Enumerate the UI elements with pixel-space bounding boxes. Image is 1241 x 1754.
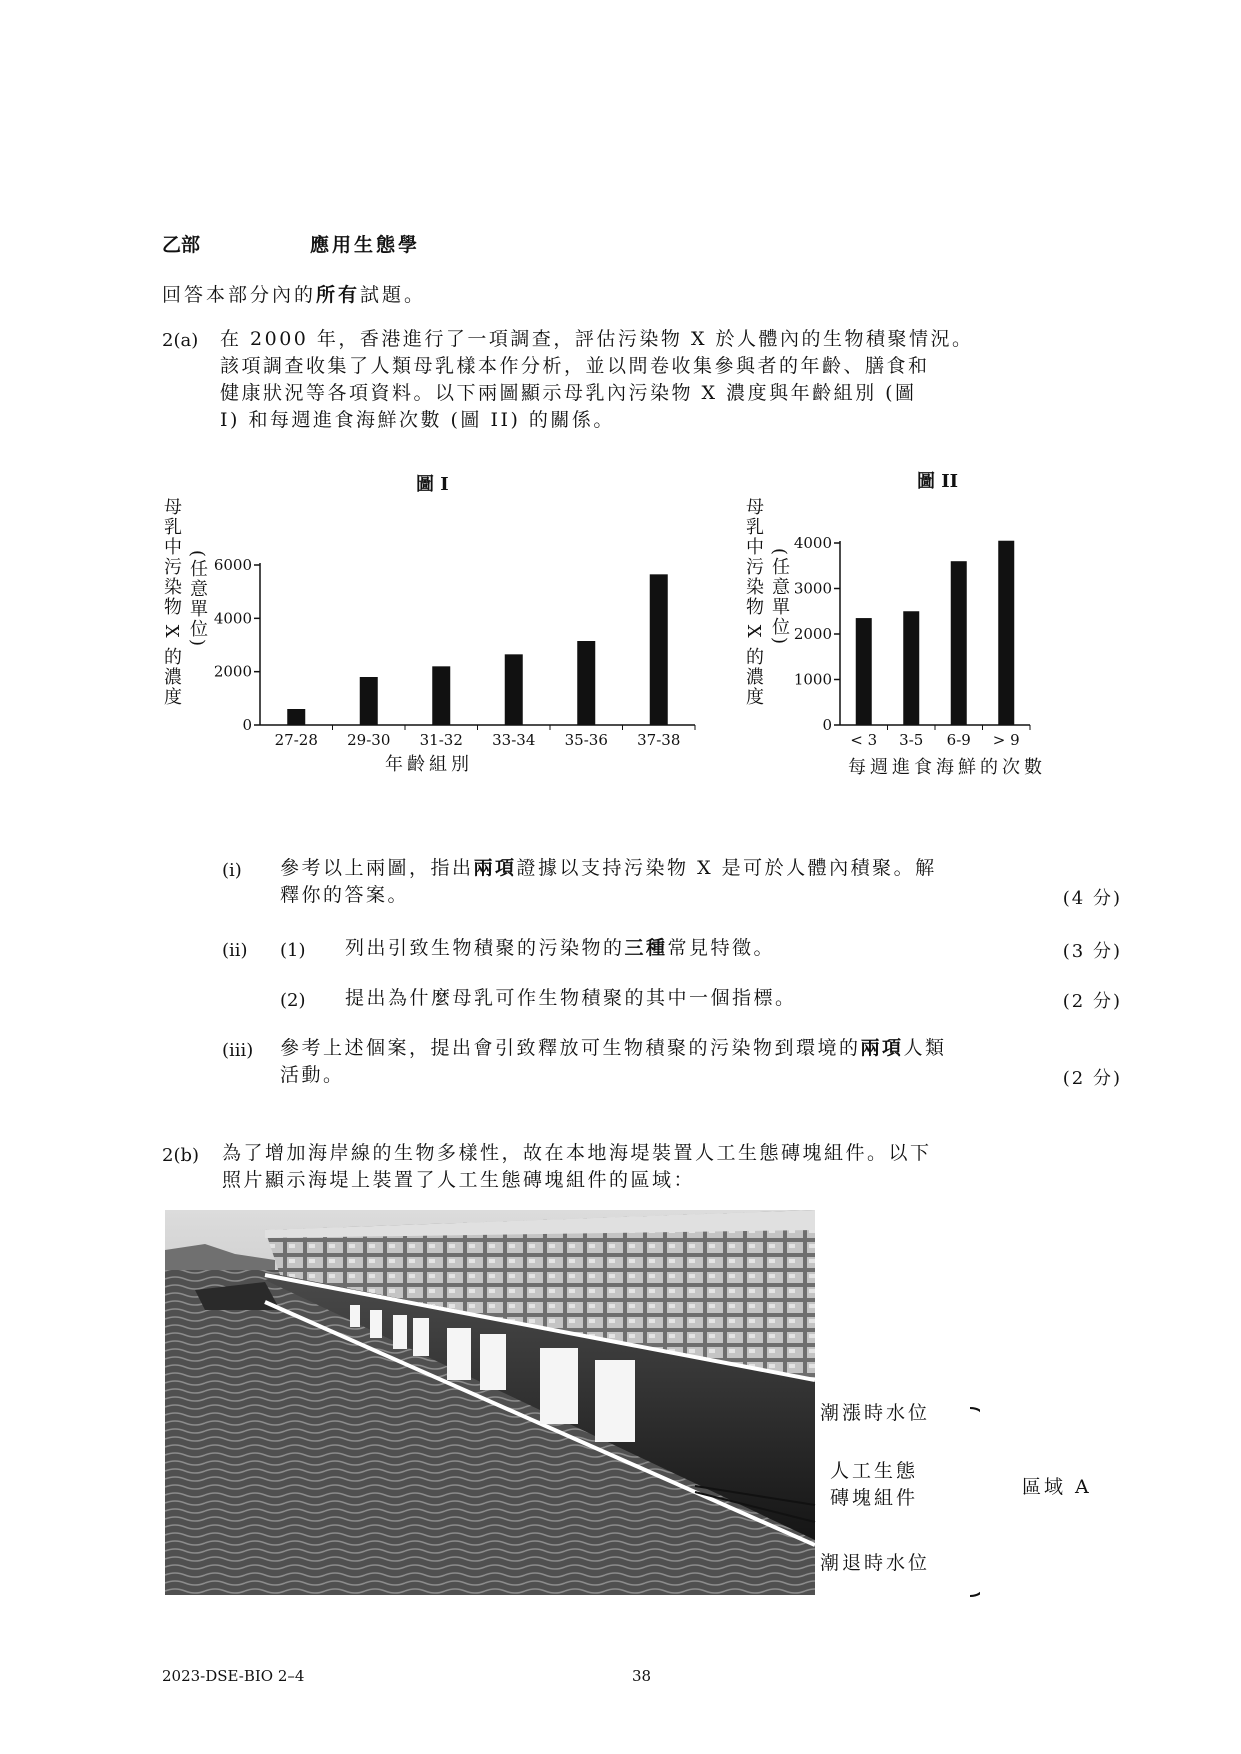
instruction-post: 試題。 bbox=[360, 284, 427, 306]
figure-2-chart bbox=[775, 525, 1105, 750]
y-tick-label: 0 bbox=[822, 716, 832, 734]
x-tick-label: 3-5 bbox=[899, 731, 924, 749]
high-tide-label: 潮漲時水位 bbox=[820, 1402, 931, 1424]
zone-a-label: 區域 A bbox=[1022, 1476, 1092, 1498]
y-tick-label: 3000 bbox=[793, 579, 832, 598]
x-tick-label: 6-9 bbox=[946, 731, 971, 749]
x-tick-label: > 9 bbox=[992, 731, 1020, 749]
subq-i-bold: 兩項 bbox=[473, 857, 517, 879]
q2a-line: 該項調查收集了人類母乳樣本作分析，並以問卷收集參與者的年齡、膳食和 bbox=[220, 355, 930, 377]
subq-iii-pre: 參考上述個案，提出會引致釋放可生物積聚的污染物到環境的 bbox=[280, 1037, 861, 1059]
bar bbox=[998, 541, 1014, 725]
x-tick-label: 37-38 bbox=[637, 731, 681, 749]
y-tick-label: 6000 bbox=[213, 556, 252, 574]
subq-i-pre: 參考以上兩圖，指出 bbox=[280, 857, 474, 879]
subq-i-text bbox=[280, 855, 1120, 909]
footer-page: 38 bbox=[632, 1667, 652, 1685]
y-tick-label: 4000 bbox=[793, 534, 832, 552]
bar bbox=[650, 574, 668, 725]
figure-1-title: 圖 I bbox=[416, 474, 449, 495]
y-tick-label: 4000 bbox=[213, 609, 252, 628]
x-tick-label: 35-36 bbox=[564, 731, 608, 749]
subq-ii-2-text: 提出為什麼母乳可作生物積聚的其中一個指標。 bbox=[345, 987, 797, 1009]
x-tick-label: < 3 bbox=[850, 731, 878, 749]
section-letter: 乙部 bbox=[162, 234, 201, 256]
tiles-label-line2: 磚塊組件 bbox=[830, 1487, 919, 1509]
subq-ii-1-marks: (3 分) bbox=[1062, 941, 1122, 962]
figure-2-ylabel-line1: 母乳中污染物 X 的濃度 bbox=[743, 497, 764, 708]
subq-ii-1-bold: 三種 bbox=[624, 937, 668, 959]
question-2b-text bbox=[222, 1140, 1122, 1194]
subq-ii-2-number: (2) bbox=[280, 990, 306, 1011]
subq-ii-1-pre: 列出引致生物積聚的污染物的 bbox=[345, 937, 625, 959]
instruction-pre: 回答本部分內的 bbox=[162, 284, 317, 306]
q2b-line: 照片顯示海堤上裝置了人工生態磚塊組件的區域： bbox=[222, 1169, 696, 1191]
low-tide-label: 潮退時水位 bbox=[820, 1552, 931, 1574]
subq-ii-1-post: 常見特徵。 bbox=[667, 937, 776, 959]
instruction-bold: 所有 bbox=[316, 284, 361, 306]
subq-i-number: (i) bbox=[222, 860, 242, 881]
question-number-2b: 2(b) bbox=[162, 1145, 200, 1166]
bar bbox=[505, 654, 523, 725]
y-tick-label: 2000 bbox=[213, 662, 252, 681]
subq-iii-text bbox=[280, 1035, 1125, 1089]
figure-1-xlabel: 年齡組別 bbox=[385, 754, 473, 775]
q2a-line: I) 和每週進食海鮮次數 (圖 II) 的關係。 bbox=[220, 409, 615, 431]
subq-ii-1-text bbox=[345, 935, 995, 962]
tiles-label-line1: 人工生態 bbox=[830, 1460, 919, 1482]
y-tick-label: 1000 bbox=[793, 670, 832, 689]
subq-iii-number: (iii) bbox=[222, 1040, 254, 1061]
subq-iii-post: 人類 bbox=[903, 1037, 947, 1059]
bar bbox=[856, 618, 872, 725]
question-2a-text bbox=[220, 326, 1120, 434]
x-tick-label: 33-34 bbox=[492, 731, 536, 749]
bar bbox=[951, 561, 967, 725]
subq-iii-line1 bbox=[280, 1035, 1125, 1062]
tiles-label bbox=[830, 1458, 918, 1512]
subq-iii-line2: 活動。 bbox=[280, 1064, 345, 1086]
subq-iii-marks: (2 分) bbox=[1062, 1068, 1122, 1089]
question-number-2a: 2(a) bbox=[162, 330, 199, 351]
bar bbox=[360, 677, 378, 725]
x-tick-label: 31-32 bbox=[419, 731, 463, 749]
bar bbox=[577, 641, 595, 725]
q2a-line: 健康狀況等各項資料。以下兩圖顯示母乳內污染物 X 濃度與年齡組別 (圖 bbox=[220, 382, 917, 404]
x-tick-label: 29-30 bbox=[347, 731, 391, 749]
figure-2-xlabel: 每週進食海鮮的次數 bbox=[848, 757, 1046, 778]
subq-ii-number: (ii) bbox=[222, 940, 248, 961]
subq-i-marks: (4 分) bbox=[1062, 888, 1122, 909]
subq-i-post: 證據以支持污染物 X 是可於人體內積聚。解 bbox=[516, 857, 937, 879]
q2b-line: 為了增加海岸線的生物多樣性，故在本地海堤裝置人工生態磚塊組件。以下 bbox=[222, 1142, 932, 1164]
figure-1-ylabel-line2: (任意單位) bbox=[187, 550, 208, 649]
q2a-line: 在 2000 年，香港進行了一項調查，評估污染物 X 於人體內的生物積聚情況。 bbox=[220, 328, 974, 350]
subq-ii-1-number: (1) bbox=[280, 940, 306, 961]
subq-ii-2-marks: (2 分) bbox=[1062, 991, 1122, 1012]
y-tick-label: 0 bbox=[242, 716, 252, 734]
subq-i-line1 bbox=[280, 855, 1120, 882]
figure-2-ylabel-line2: (任意單位) bbox=[769, 548, 790, 647]
instruction bbox=[162, 280, 426, 307]
section-title: 應用生態學 bbox=[310, 234, 421, 256]
x-tick-label: 27-28 bbox=[274, 731, 318, 749]
bar bbox=[903, 611, 919, 725]
footer-code: 2023-DSE-BIO 2–4 bbox=[162, 1667, 305, 1685]
subq-iii-bold: 兩項 bbox=[860, 1037, 904, 1059]
figure-1-ylabel-line1: 母乳中污染物 X 的濃度 bbox=[161, 497, 182, 708]
y-tick-label: 2000 bbox=[793, 625, 832, 643]
bar bbox=[432, 666, 450, 725]
subq-i-line2: 釋你的答案。 bbox=[280, 884, 410, 906]
bar bbox=[287, 709, 305, 725]
figure-1-chart bbox=[200, 545, 700, 750]
figure-2-title: 圖 II bbox=[917, 471, 959, 492]
